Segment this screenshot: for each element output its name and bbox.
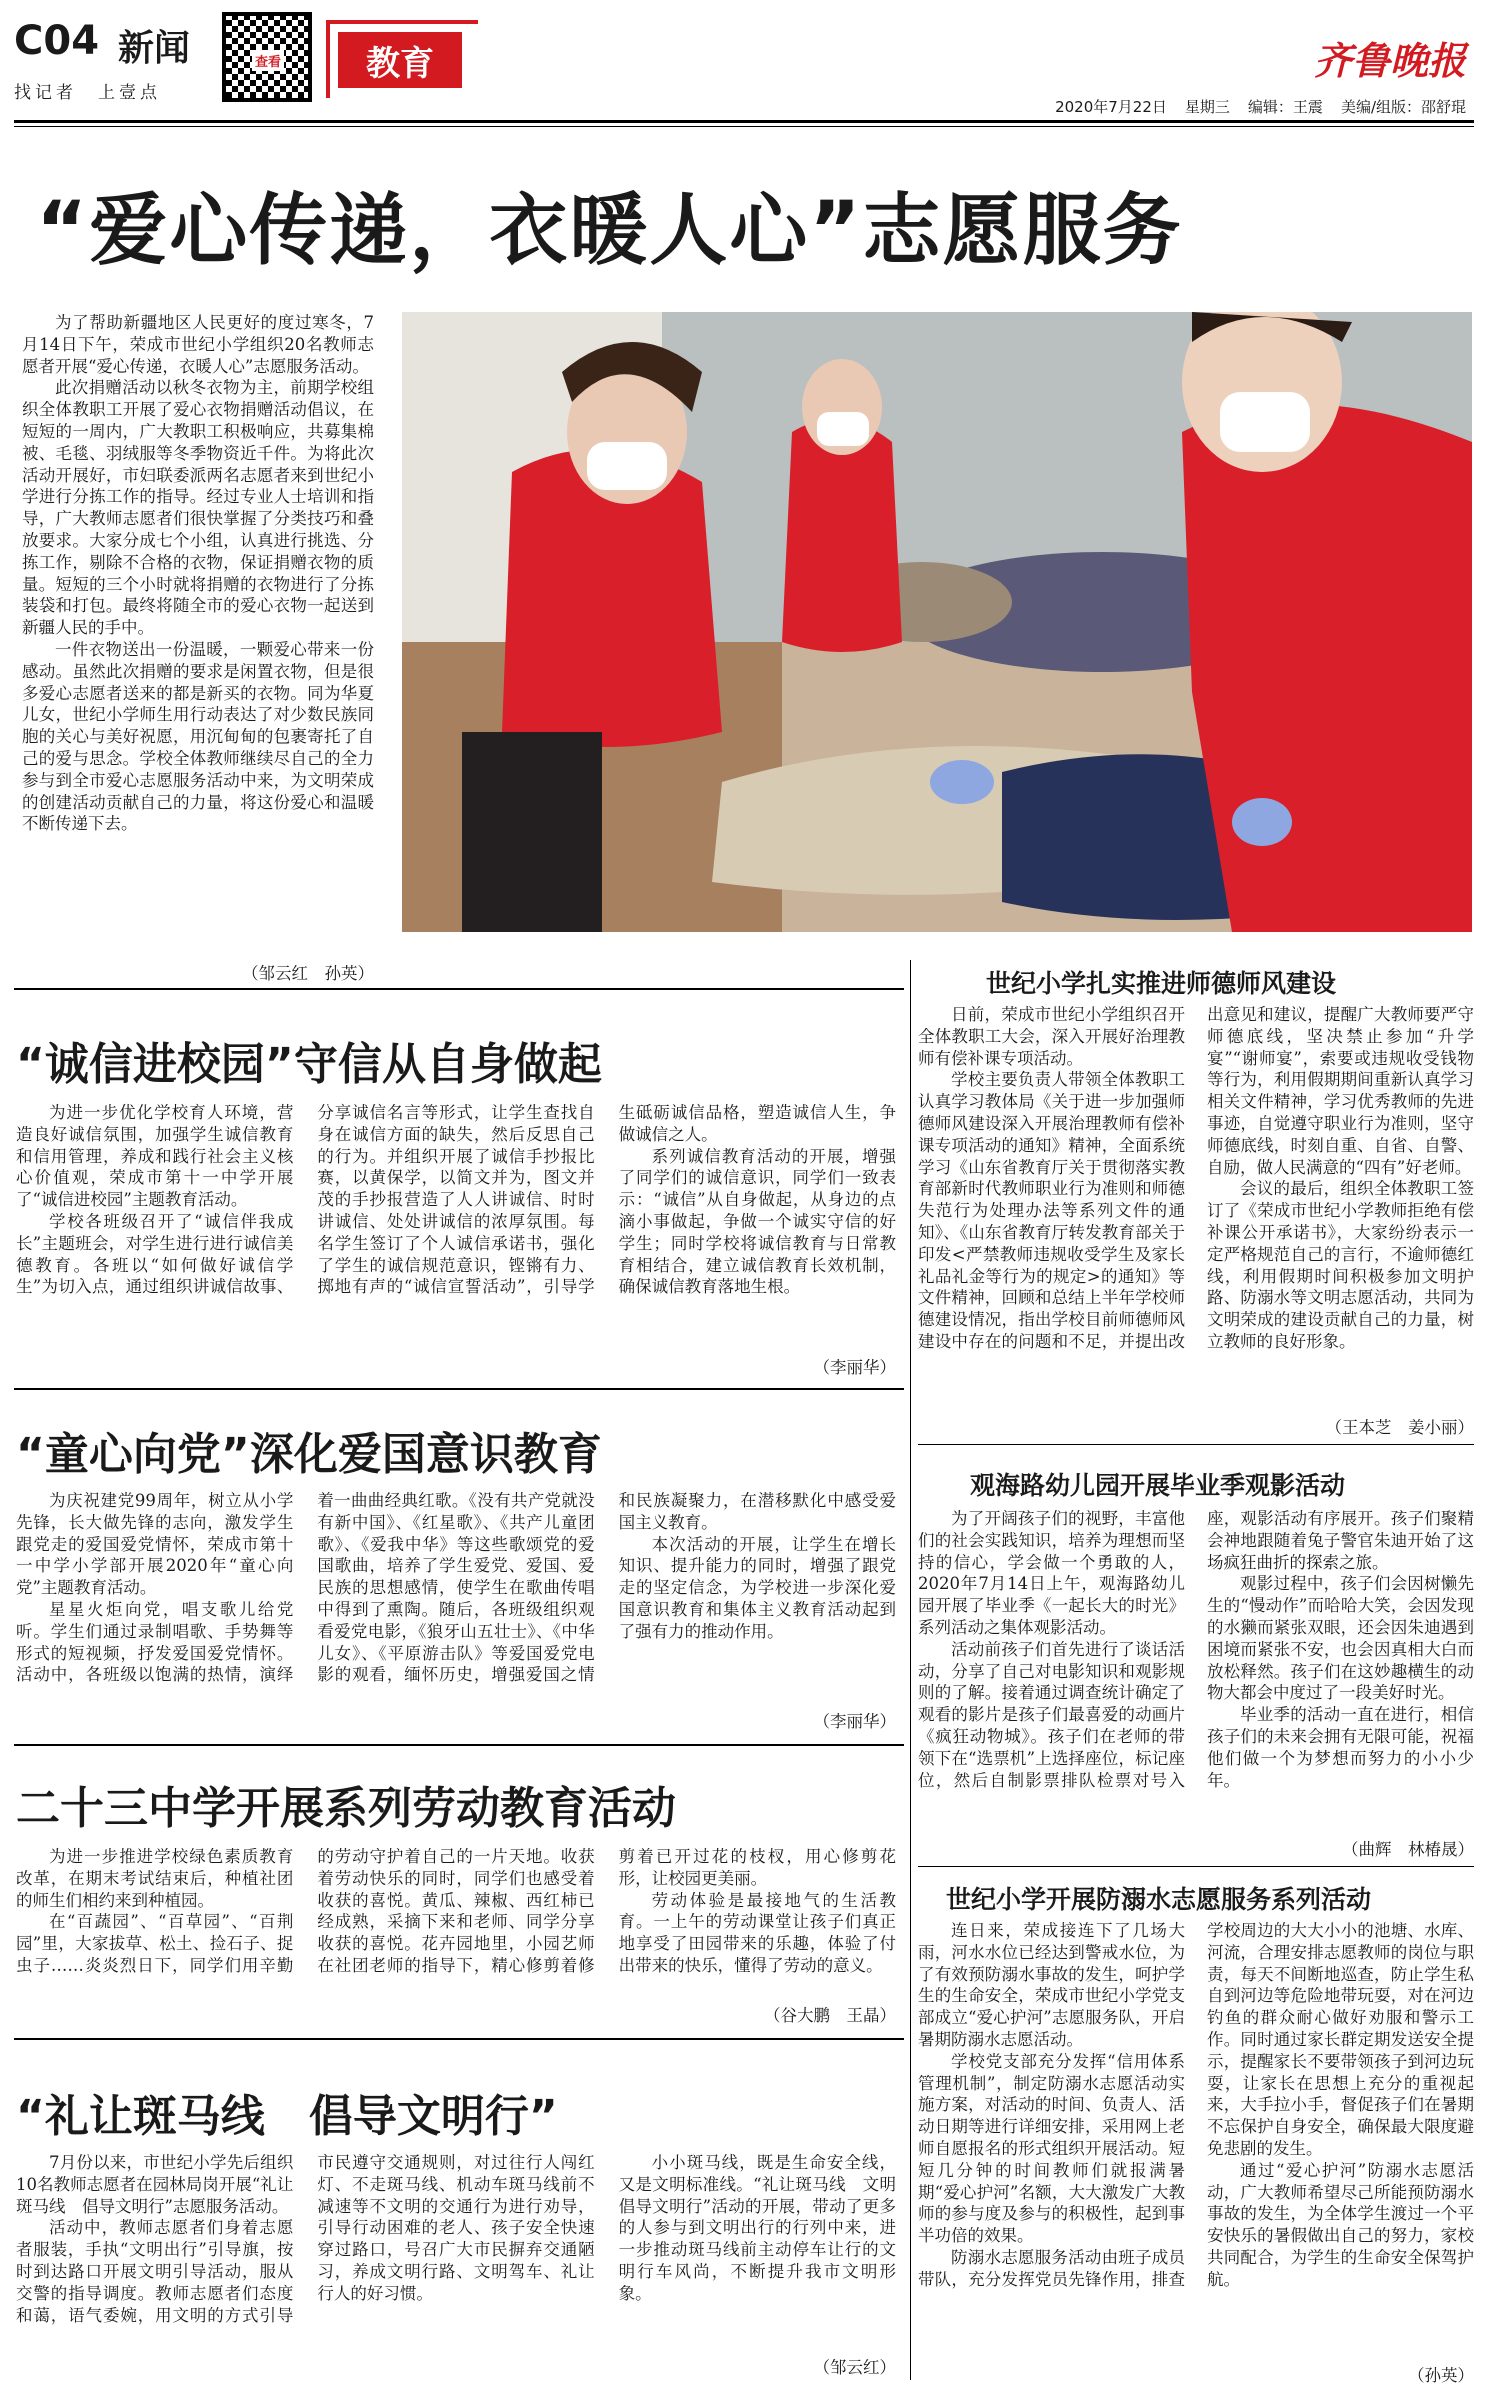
header-rule [14,120,1474,123]
lead-paragraph: 一件衣物送出一份温暖，一颗爱心带来一份感动。虽然此次捐赠的要求是闲置衣物，但是很多爱心志愿者送来的都是新买的衣物。同为华夏儿女，世纪小学师生用行动表达了对少数民族同胞的关心与美好祝愿，用沉甸甸的包裹寄托了自己的爱与思念。学校全体教师继续尽自己的全力参与到全市爱心志愿服务活动中来，为文明荣成的创建活动贡献自己的力量，将这份爱心和温暖不断传递下去。 [22,639,374,834]
labor-body [16,1846,896,2026]
kinder-title: 观海路幼儿园开展毕业季观影活动 [970,1471,1346,1500]
kinder-paragraph: 观影过程中，孩子们会因树懒先生的“慢动作”而哈哈大笑，会因发现的水獭而紧张双眼，还会因朱迪遇到困境而紧张不安，也会因真相大白而放松释然。孩子们在这妙趣横生的动物大都会中度过了一段美好时光。 [1207,1574,1474,1703]
kinder-paragraph: 为了开阔孩子们的视野，丰富他们的社会实践知识，培养为理想而坚持的信心，学会做一个勇敢的人，2020年7月14日上午，观海路幼儿园开展了毕业季《一起长大的时光》系列活动之集体观影活动。 [918,1509,1185,1637]
header-meta [1055,96,1466,117]
header-slogan: 找记者 上壹点 [14,83,161,103]
integrity-title: “诚信进校园”守信从自身做起 [16,1039,602,1090]
labor-paragraph: 劳动体验是最接地气的生活教育。一上午的劳动课堂让孩子们真正地享受了田园带来的乐趣，体验了付出带来的快乐，懂得了劳动的意义。 [618,1890,896,1975]
drowning-byline: （孙英） [1408,2366,1474,2385]
integrity-paragraph: 为进一步优化学校育人环境，营造良好诚信氛围，加强学生诚信教育和信用管理，养成和践行社会主义核心价值观，荣成市第十一中学开展了“诚信进校园”主题教育活动。 [16,1103,294,1210]
integrity-body [16,1102,896,1360]
lead-body [22,312,374,952]
issue-weekday: 星期三 [1184,98,1230,116]
column-separator [910,960,911,2380]
divider [14,988,904,990]
divider [918,1444,1474,1445]
labor-paragraph: 在“百蔬园”、“百草园”、“百荆园”里，大家拔草、松土、捡石子、捉虫子……炎炎烈日下，同学们用辛勤的劳动守护着自己的一片天地。收获着劳动快乐的同时，同学们也感受着收获的喜悦。黄瓜、辣椒、西红柿已经成熟，采摘下来和老师、同学分享收获的喜悦。花卉园地里，小园艺师在社团老师的指导下，精心修剪着修剪着已开过花的枝杈，用心修剪花形，让校园更美丽。 [16,1847,896,1975]
drowning-paragraph: 防溺水志愿服务活动由班子成员带队，充分发挥党员先锋作用，排查学校周边的大大小小的池塘、水库、河流，合理安排志愿教师的岗位与职责，每天不间断地巡查，防止学生私自到河边等危险地带玩耍，对在河边钓鱼的群众耐心做好劝服和警示工作。同时通过家长群定期发送安全提示，提醒家长不要带领孩子到河边玩耍，让家长在思想上充分的重视起来，大手拉小手，督促孩子们在暑期不忘保护自身安全，确保最大限度避免悲剧的发生。 [918,1921,1474,2289]
kinder-byline: （曲辉 林椿晟） [1342,1840,1474,1859]
design-credit: 美编/组版：邵舒琨 [1340,98,1466,116]
divider [14,1388,904,1390]
lead-title: “爱心传递，衣暖人心”志愿服务 [36,186,1183,276]
drowning-paragraph: 学校党支部充分发挥“信用体系管理机制”，制定防溺水志愿活动实施方案，对活动的时间、负责人、活动日期等进行详细安排，采用网上老师自愿报名的形式组织开展活动。短短几分钟的时间教师们就报满暑期“爱心护河”名额，大大激发广大教师的参与度及参与的积极性，起到事半功倍的效果。 [918,2051,1185,2246]
kinder-paragraph: 活动前孩子们首先进行了谈话活动，分享了自己对电影知识和观影规则的了解。接着通过调查统计确定了观看的影片是孩子们最喜爱的动画片《疯狂动物城》。孩子们在老师的带领下在“选票机”上选择座位，标记座位，然后自制影票排队检票对号入座，观影活动有序展开。孩子们聚精会神地跟随着兔子警官朱迪开始了这场疯狂曲折的探索之旅。 [918,1509,1474,1790]
ethics-paragraph: 学校主要负责人带领全体教职工认真学习教体局《关于进一步加强师德师风建设深入开展治理教师有偿补课专项活动的通知》精神，全面系统学习《山东省教育厅关于贯彻落实教育部新时代教师职业行为准则和师德失范行为处理办法等系列文件的通知》、《山东省教育厅转发教育部关于印发<严禁教师违规收受学生及家长礼品礼金等行为的规定>的通知》等文件精神，回顾和总结上半年学校师德建设情况，指出学校目前师德师风建设中存在的问题和不足，并提出改出意见和建议，提醒广大教师要严守师德底线，坚决禁止参加“升学宴”“谢师宴”，索要或违规收受钱物等行为，利用假期期间重新认真学习相关文件精神，学习优秀教师的先进事迹，自觉遵守职业行为准则，坚守师德底线，时刻自重、自省、自警、自励，做人民满意的“四有”好老师。 [918,1005,1474,1351]
zebra-byline: （邹云红） [813,2358,896,2377]
issue-date: 2020年7月22日 [1055,98,1167,116]
zebra-paragraph: 7月份以来，市世纪小学先后组织10名教师志愿者在园林局岗开展“礼让斑马线 倡导文明行”志愿服务活动。 [16,2153,294,2216]
patriotic-byline: （李丽华） [813,1712,896,1731]
ethics-title: 世纪小学扎实推进师德师风建设 [986,969,1337,998]
zebra-paragraph: 小小斑马线，既是生命安全线，又是文明标准线。“礼让斑马线 文明倡导文明行”活动的开展，带动了更多的人参与到文明出行的行列中来，进一步推动斑马线前主动停车让行的文明行车风尚，不断提升我市文明形象。 [618,2153,896,2303]
header-rule-thin [14,126,1474,127]
integrity-paragraph: 学校各班级召开了“诚信伴我成长”主题班会，对学生进行进行诚信美德教育。各班以“如何做好诚信学生”为切入点，通过组织讲诚信故事、分享诚信名言等形式，让学生查找自身在诚信方面的缺失，然后反思自己的行为。并组织开展了诚信手抄报比赛，以黄保学，以简文并为，图文并茂的手抄报营造了人人讲诚信、时时讲诚信、处处讲诚信的浓厚氛围。每名学生签订了个人诚信承诺书，强化了学生的诚信规范意识，铿锵有力、掷地有声的“诚信宣誓活动”，引导学生砥砺诚信品格，塑造诚信人生，争做诚信之人。 [16,1103,896,1297]
drowning-paragraph: 通过“爱心护河”防溺水志愿活动，广大教师希望尽己所能预防溺水事故的发生，为全体学生渡过一个平安快乐的暑假做出自己的努力，家校共同配合，为学生的生命安全保驾护航。 [1207,2160,1474,2289]
kinder-body [918,1508,1474,1842]
kinder-paragraph: 毕业季的活动一直在进行，相信孩子们的未来会拥有无限可能，祝福他们做一个为梦想而努力的小小少年。 [1207,1705,1474,1790]
divider [14,1744,904,1746]
zebra-paragraph: 活动中，教师志愿者们身着志愿者服装，手执“文明出行”引导旗，按时到达路口开展文明引导活动，服从交警的指导调度。教师志愿者们态度和蔼，语气委婉，用文明的方式引导市民遵守交通规则，对过往行人闯红灯、不走斑马线、机动车斑马线前不减速等不文明的交通行为进行劝导，引导行动困难的老人、孩子安全快速穿过路口，号召广大市民摒弃交通陋习，养成文明行路、文明驾车、礼让行人的好习惯。 [16,2153,595,2325]
integrity-paragraph: 系列诚信教育活动的开展，增强了同学们的诚信意识，同学们一致表示：“诚信”从自身做起，从身边的点滴小事做起，争做一个诚实守信的好学生；同时学校将诚信教育与日常教育相结合，建立诚信教育长效机制，确保诚信教育落地生根。 [618,1146,896,1297]
ethics-paragraph: 日前，荣成市世纪小学组织召开全体教职工大会，深入开展好治理教师有偿补课专项活动。 [918,1005,1185,1068]
patriotic-paragraph: 星星火炬向党，唱支歌儿给党听。学生们通过录制唱歌、手势舞等形式的短视频，抒发爱国爱党情怀。活动中，各班级以饱满的热情，演绎着一曲曲经典红歌。《没有共产党就没有新中国》、《红星歌》、《共产儿童团歌》、《爱我中华》等这些歌颂党的爱国歌曲，培养了学生爱党、爱国、爱民族的思想感情，使学生在歌曲传唱中得到了熏陶。随后，各班级组织观看爱党电影，《狼牙山五壮士》、《中华儿女》、《平原游击队》等爱国爱党电影的观看，缅怀历史，增强爱国之情和民族凝聚力，在潜移默化中感受爱国主义教育。 [16,1491,896,1685]
patriotic-title: “童心向党”深化爱国意识教育 [16,1429,602,1480]
patriotic-body [16,1490,896,1722]
lead-paragraph: 此次捐赠活动以秋冬衣物为主，前期学校组织全体教职工开展了爱心衣物捐赠活动倡议，在短短的一周内，广大教职工积极响应，共募集棉被、毛毯、羽绒服等冬季物资近千件。为将此次活动开展好，市妇联委派两名志愿者来到世纪小学进行分拣工作的指导。经过专业人士培训和指导，广大教师志愿者们很快掌握了分类技巧和叠放要求。大家分成七个小组，认真进行挑选、分拣工作，剔除不合格的衣物，保证捐赠衣物的质量。短短的三个小时就将捐赠的衣物进行了分拣装袋和打包。最终将随全市的爱心衣物一起送到新疆人民的手中。 [22,378,374,638]
labor-paragraph: 为进一步推进学校绿色素质教育改革，在期末考试结束后，种植社团的师生们相约来到种植园。 [16,1847,294,1910]
patriotic-paragraph: 为庆祝建党99周年，树立从小学先锋，长大做先锋的志向，激发学生跟党走的爱国爱党情怀，荣成市第十一中学小学部开展2020年“童心向党”主题教育活动。 [16,1491,294,1598]
qr-label: 查看 [252,50,284,71]
lead-byline: （邹云红 孙英） [242,964,374,983]
drowning-paragraph: 连日来，荣成接连下了几场大雨，河水水位已经达到警戒水位，为了有效预防溺水事故的发生，呵护学生的生命安全，荣成市世纪小学党支部成立“爱心护河”志愿服务队，开启暑期防溺水志愿活动。 [918,1921,1185,2049]
volunteers-photo-art [402,312,1472,932]
zebra-body [16,2152,896,2374]
zebra-title: “礼让斑马线 倡导文明行” [16,2091,558,2142]
volunteers-photo [402,312,1472,932]
section-tag[interactable]: 教育 [338,32,462,88]
integrity-byline: （李丽华） [813,1358,896,1377]
editor-credit: 编辑：王震 [1247,98,1323,116]
labor-byline: （谷大鹏 王晶） [764,2006,896,2025]
qr-code[interactable] [222,12,312,102]
lead-paragraph: 为了帮助新疆地区人民更好的度过寒冬，7月14日下午，荣成市世纪小学组织20名教师志愿者开展“爱心传递，衣暖人心”志愿服务活动。 [22,313,374,376]
ethics-byline: （王本芝 姜小丽） [1325,1418,1474,1437]
divider [918,1866,1474,1867]
divider [14,2038,904,2040]
labor-title: 二十三中学开展系列劳动教育活动 [16,1783,676,1834]
patriotic-paragraph: 本次活动的开展，让学生在增长知识、提升能力的同时，增强了跟党走的坚定信念，为学校进一步深化爱国意识教育和集体主义教育活动起到了强有力的推动作用。 [618,1534,896,1641]
drowning-title: 世纪小学开展防溺水志愿服务系列活动 [946,1885,1372,1914]
ethics-paragraph: 会议的最后，组织全体教职工签订了《荣成市世纪小学教师拒绝有偿补课公开承诺书》，大家纷纷表示一定严格规范自己的言行，不逾师德红线，利用假期时间积极参加文明护路、防溺水等文明志愿活动，共同为文明荣成的建设贡献自己的力量，树立教师的良好形象。 [1207,1179,1474,1351]
drowning-body [918,1920,1474,2360]
newspaper-logo: 齐鲁晚报 [1313,38,1466,83]
page-code: C04 [14,18,100,64]
ethics-body [918,1004,1474,1410]
section-name: 新闻 [118,28,191,69]
